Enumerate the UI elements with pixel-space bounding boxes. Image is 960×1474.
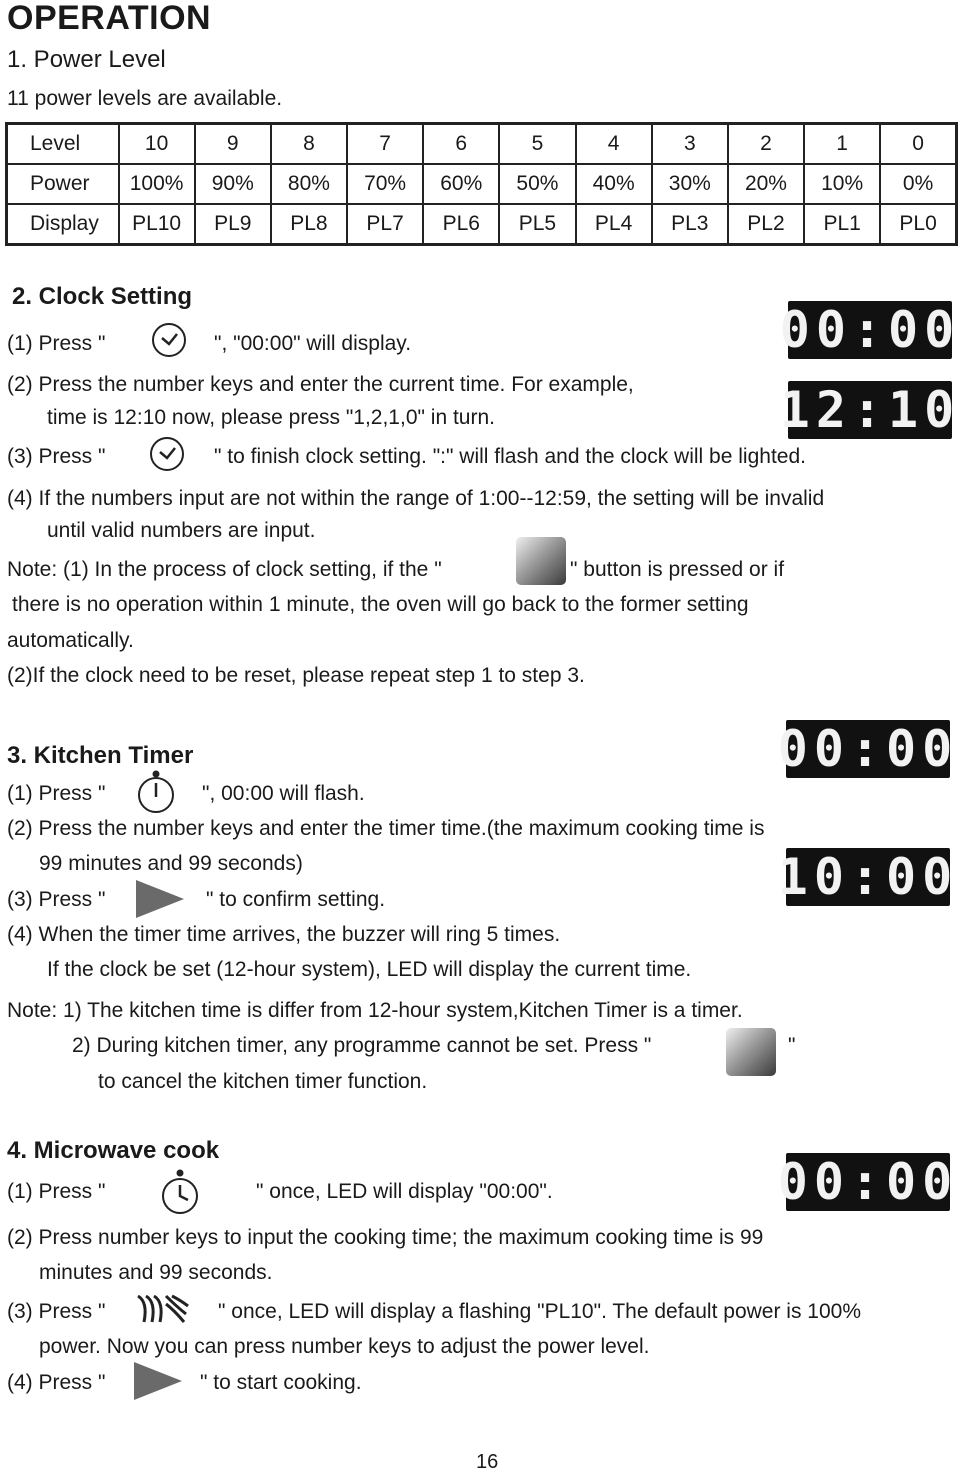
table-cell: 60% <box>423 164 499 204</box>
table-cell: 70% <box>347 164 423 204</box>
table-cell: PL1 <box>804 204 880 245</box>
cook-step-3-b: " once, LED will display a flashing "PL10". The default power is 100% <box>218 1300 862 1323</box>
microwave-power-icon <box>134 1292 190 1326</box>
timer-step-1-b: ", 00:00 will flash. <box>202 782 365 805</box>
section-kitchen-timer-title: 3. Kitchen Timer <box>7 742 194 769</box>
lcd-display-clock-initial <box>779 301 960 359</box>
timer-step-4-b: If the clock be set (12-hour system), LED will display the current time. <box>47 958 692 981</box>
row-label: Power <box>7 164 119 204</box>
table-cell: 100% <box>119 164 195 204</box>
cook-step-2-a: (2) Press number keys to input the cooking time; the maximum cooking time is 99 <box>7 1226 764 1249</box>
table-cell: 1 <box>804 124 880 165</box>
timer-note-2-b: " <box>788 1034 796 1057</box>
table-cell: PL6 <box>423 204 499 245</box>
table-cell: 90% <box>195 164 271 204</box>
cook-step-4-a: (4) Press " <box>7 1371 106 1394</box>
lcd-display-timer-example <box>777 848 959 906</box>
table-cell: 7 <box>347 124 423 165</box>
clock-note-1-a: Note: (1) In the process of clock setting, if the " <box>7 558 442 581</box>
clock-note-4: (2)If the clock need to be reset, please repeat step 1 to step 3. <box>7 664 585 687</box>
table-cell: 10 <box>119 124 195 165</box>
section-clock-title: 2. Clock Setting <box>12 283 193 310</box>
clock-icon <box>148 435 186 473</box>
lcd-readout: 00:00 <box>777 720 959 778</box>
table-cell: PL9 <box>195 204 271 245</box>
row-label: Level <box>7 124 119 165</box>
section-power-level-title: 1. Power Level <box>7 46 166 73</box>
table-cell: 4 <box>576 124 652 165</box>
table-row <box>7 164 957 204</box>
table-cell: PL2 <box>728 204 804 245</box>
clock-icon <box>150 321 188 359</box>
power-level-table <box>5 122 958 246</box>
clock-step-1-a: (1) Press " <box>7 332 106 355</box>
lcd-display-timer-initial <box>777 720 959 778</box>
timer-note-3: to cancel the kitchen timer function. <box>98 1070 428 1093</box>
table-cell: 8 <box>271 124 347 165</box>
section-microwave-cook-title: 4. Microwave cook <box>7 1137 220 1164</box>
timer-step-3-a: (3) Press " <box>7 888 106 911</box>
stop-button-icon <box>726 1028 776 1076</box>
timer-step-1-a: (1) Press " <box>7 782 106 805</box>
lcd-display-cook-initial <box>777 1153 959 1211</box>
start-button-icon <box>134 1362 182 1400</box>
table-cell: 80% <box>271 164 347 204</box>
table-cell: 30% <box>652 164 728 204</box>
clock-step-2-b: time is 12:10 now, please press "1,2,1,0" in turn. <box>47 406 495 429</box>
table-cell: PL8 <box>271 204 347 245</box>
table-cell: 6 <box>423 124 499 165</box>
page-heading: OPERATION <box>7 0 212 37</box>
cook-step-3-c: power. Now you can press number keys to adjust the power level. <box>39 1335 650 1358</box>
timer-step-2-a: (2) Press the number keys and enter the timer time.(the maximum cooking time is <box>7 817 765 840</box>
lcd-readout: 00:00 <box>777 1153 959 1211</box>
table-cell: PL0 <box>880 204 956 245</box>
page-number: 16 <box>476 1451 499 1473</box>
stop-button-icon <box>516 537 566 585</box>
table-cell: PL5 <box>499 204 575 245</box>
clock-step-3-a: (3) Press " <box>7 445 106 468</box>
table-row <box>7 124 957 165</box>
table-cell: PL7 <box>347 204 423 245</box>
table-cell: 5 <box>499 124 575 165</box>
cook-step-1-b: " once, LED will display "00:00". <box>256 1180 553 1203</box>
table-cell: 3 <box>652 124 728 165</box>
cook-step-2-b: minutes and 99 seconds. <box>39 1261 273 1284</box>
timer-step-3-b: " to confirm setting. <box>206 888 386 911</box>
cook-step-3-a: (3) Press " <box>7 1300 106 1323</box>
clock-step-3-b: " to finish clock setting. ":" will flash and the clock will be lighted. <box>214 445 806 468</box>
table-cell: 0% <box>880 164 956 204</box>
clock-step-4-a: (4) If the numbers input are not within the range of 1:00--12:59, the setting will be invalid <box>7 487 825 510</box>
start-button-icon <box>136 880 184 918</box>
table-cell: 2 <box>728 124 804 165</box>
lcd-display-clock-example <box>779 381 960 439</box>
cook-step-4-b: " to start cooking. <box>200 1371 362 1394</box>
clock-note-2: there is no operation within 1 minute, the oven will go back to the former setting <box>12 593 749 616</box>
table-cell: PL4 <box>576 204 652 245</box>
power-level-intro: 11 power levels are available. <box>7 87 283 110</box>
kitchen-timer-icon <box>134 768 178 816</box>
clock-step-4-b: until valid numbers are input. <box>47 519 316 542</box>
cook-step-1-a: (1) Press " <box>7 1180 106 1203</box>
table-cell: 20% <box>728 164 804 204</box>
lcd-readout: 10:00 <box>777 848 959 906</box>
row-label: Display <box>7 204 119 245</box>
table-row <box>7 204 957 245</box>
clock-note-3: automatically. <box>7 629 134 652</box>
clock-step-1-b: ", "00:00" will display. <box>214 332 412 355</box>
table-cell: 0 <box>880 124 956 165</box>
table-cell: 9 <box>195 124 271 165</box>
table-cell: 40% <box>576 164 652 204</box>
timer-note-1: Note: 1) The kitchen time is differ from 12-hour system,Kitchen Timer is a timer. <box>7 999 743 1022</box>
clock-step-2-a: (2) Press the number keys and enter the current time. For example, <box>7 373 634 396</box>
lcd-readout: 12:10 <box>779 381 960 439</box>
lcd-readout: 00:00 <box>779 301 960 359</box>
timer-note-2-a: 2) During kitchen timer, any programme cannot be set. Press " <box>72 1034 652 1057</box>
microwave-timer-icon <box>156 1167 204 1217</box>
table-cell: PL10 <box>119 204 195 245</box>
clock-note-1-b: " button is pressed or if <box>570 558 785 581</box>
table-cell: PL3 <box>652 204 728 245</box>
table-cell: 50% <box>499 164 575 204</box>
table-cell: 10% <box>804 164 880 204</box>
timer-step-4-a: (4) When the timer time arrives, the buzzer will ring 5 times. <box>7 923 561 946</box>
timer-step-2-b: 99 minutes and 99 seconds) <box>39 852 303 875</box>
